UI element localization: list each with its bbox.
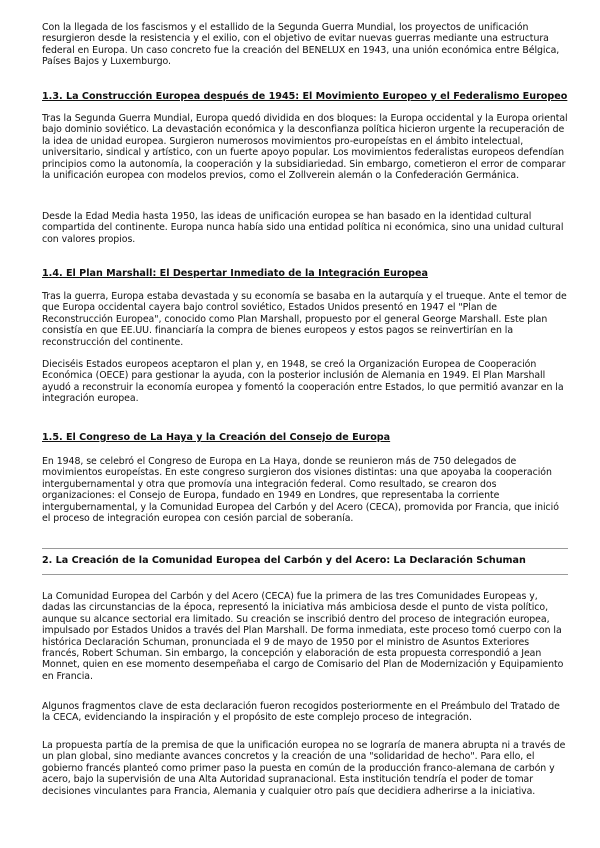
heading-1-4: 1.4. El Plan Marshall: El Despertar Inmediato de la Integración Europea [42,268,428,279]
paragraph-postwar-division: Tras la Segunda Guerra Mundial, Europa quedó dividida en dos bloques: la Europa occidental y la Europa oriental bajo dominio soviético. La devastación económica y la desconfianza política hicieron urgente la recuperación de la idea de unidad europea. Surgieron numerosos movimientos pro-europeístas en el ámbito intelectual, universitario, sindical y artístico, con un fuerte apoyo popular. Los movimientos federalistas europeos defendían principios como la autonomía, la cooperación y la subsidiariedad. Sin embargo, cometieron el error de comparar la unificación europea con modelos previos, como el Zollverein alemán o la Confederación Germánica. [42,113,568,182]
paragraph-treaty-preamble: Algunos fragmentos clave de esta declaración fueron recogidos posteriormente en el Preámbulo del Tratado de la CECA, evidenciando la inspiración y el propósito de este complejo proceso de integración. [42,701,560,724]
section-rule-top [42,548,568,549]
paragraph-cultural-identity: Desde la Edad Media hasta 1950, las ideas de unificación europea se han basado en la identidad cultural compartida del continente. Europa nunca había sido una entidad política ni económica, sino una unidad cultural con valores propios. [42,211,564,245]
paragraph-marshall-plan: Tras la guerra, Europa estaba devastada y su economía se basaba en la autarquía y el trueque. Ante el temor de que Europa occidental cayera bajo control soviético, Estados Unidos presentó en 1947 el "Plan de Reconstrucción Europea", conocido como Plan Marshall, propuesto por el general George Marshall. Este plan consistía en que EE.UU. financiaría la compra de bienes europeos y estos pagos se reinvertirían en la reconstrucción del continente. [42,291,567,348]
section-2-title: 2. La Creación de la Comunidad Europea del Carbón y del Acero: La Declaración Schuman [42,555,526,566]
heading-1-5: 1.5. El Congreso de La Haya y la Creación del Consejo de Europa [42,432,391,443]
paragraph-benelux: Con la llegada de los fascismos y el estallido de la Segunda Guerra Mundial, los proyectos de unificación resurgieron desde la resistencia y el exilio, con el objetivo de evitar nuevas guerras mediante una estructura federal en Europa. Un caso concreto fue la creación del BENELUX en 1943, una unión económica entre Bélgica, Países Bajos y Luxemburgo. [42,22,560,68]
paragraph-proposal: La propuesta partía de la premisa de que la unificación europea no se lograría de manera abrupta ni a través de un plan global, sino mediante avances concretos y la creación de una "solidaridad de hecho". Para ello, el gobierno francés planteó como primer paso la puesta en común de la producción franco-alemana de carbón y acero, bajo la supervisión de una Alta Autoridad supranacional. Esta institución tendría el poder de tomar decisiones vinculantes para Francia, Alemania y cualquier otro país que decidiera adherirse a la iniciativa. [42,740,566,797]
paragraph-oece: Dieciséis Estados europeos aceptaron el plan y, en 1948, se creó la Organización Europea de Cooperación Económica (OECE) para gestionar la ayuda, con la posterior inclusión de Alemania en 1949. El Plan Marshall ayudó a reconstruir la economía europea y fomentó la cooperación entre Estados, lo que permitió avanzar en la integración europea. [42,359,564,405]
paragraph-ceca: La Comunidad Europea del Carbón y del Acero (CECA) fue la primera de las tres Comunidades Europeas y, dadas las circunstancias de la época, representó la iniciativa más ambiciosa desde el punto de vista político, aunque su alcance sectorial era limitado. Su creación se inscribió dentro del proceso de integración europea, impulsado por Estados Unidos a través del Plan Marshall. De forma inmediata, este proceso tomó cuerpo con la histórica Declaración Schuman, pronunciada el 9 de mayo de 1950 por el ministro de Asuntos Exteriores francés, Robert Schuman. Sin embargo, la concepción y elaboración de esta propuesta correspondió a Jean Monnet, quien en ese momento desempeñaba el cargo de Comisario del Plan de Modernización y Equipamiento en Francia. [42,591,564,682]
section-rule-bottom [42,574,568,575]
heading-1-3: 1.3. La Construcción Europea después de 1945: El Movimiento Europeo y el Federalismo Europeo [42,91,568,102]
paragraph-congress-hague: En 1948, se celebró el Congreso de Europa en La Haya, donde se reunieron más de 750 delegados de movimientos europeístas. En este congreso surgieron dos visiones distintas: una que apoyaba la cooperación intergubernamental y otra que promovía una integración federal. Como resultado, se crearon dos organizaciones: el Consejo de Europa, fundado en 1949 en Londres, que representaba la corriente intergubernamental, y la Comunidad Europea del Carbón y del Acero (CECA), promovida por Francia, que inició el proceso de integración europea con cesión parcial de soberanía. [42,456,559,525]
